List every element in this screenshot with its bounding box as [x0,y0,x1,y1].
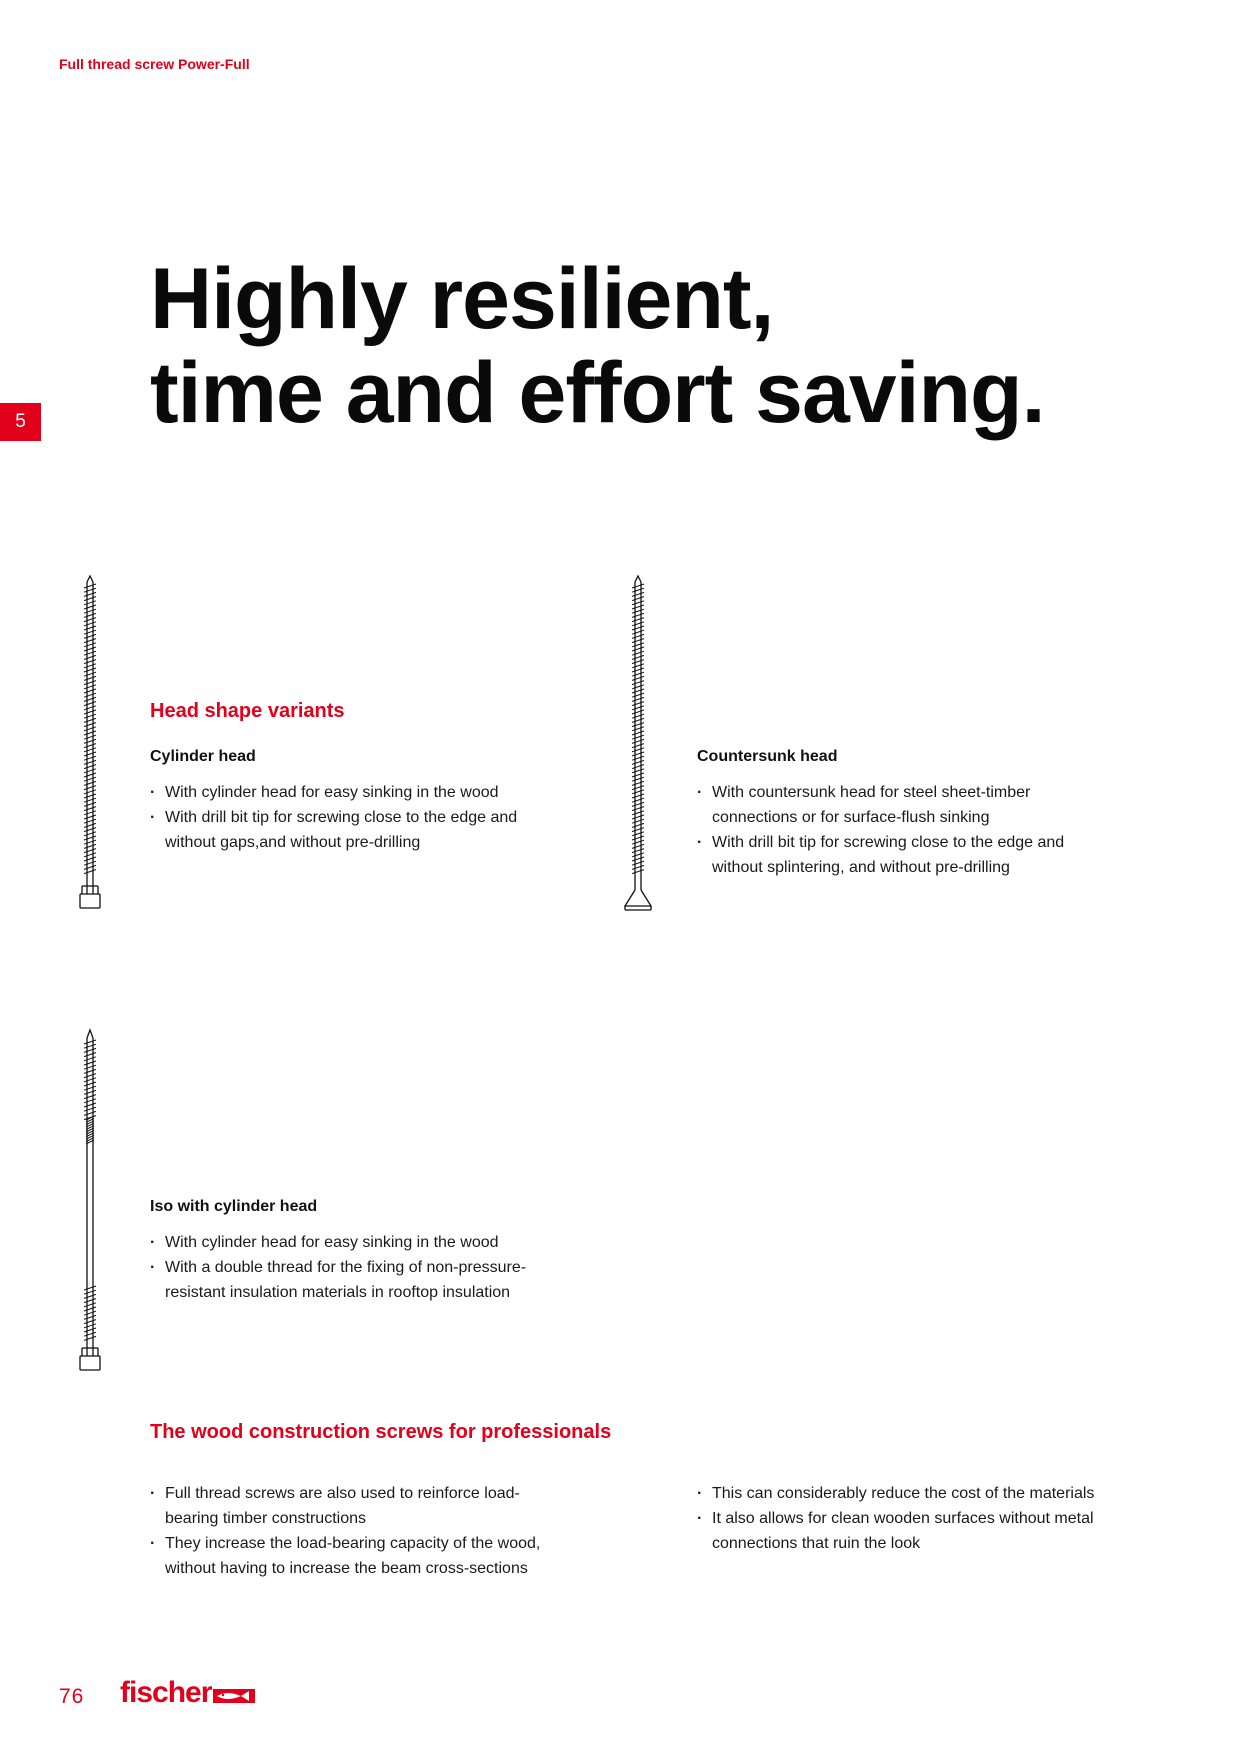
page-number: 76 [59,1685,85,1708]
list-item: · With drill bit tip for screwing close to the edge and without splintering, and without pre-drilling [697,830,1117,880]
logo-wordmark: fischer [120,1676,212,1709]
list-item: · This can considerably reduce the cost of the materials [697,1481,1117,1506]
headline-line-1: Highly resilient, [150,251,774,347]
list-item: · With countersunk head for steel sheet-timber connections or for surface-flush sinking [697,780,1117,830]
list-item: · With drill bit tip for screwing close to the edge and without gaps,and without pre-drilling [150,805,550,855]
list-item: · With a double thread for the fixing of non-pressure-resistant insulation materials in rooftop insulation [150,1255,570,1305]
list-item: · With cylinder head for easy sinking in the wood [150,780,550,805]
variant-title: Iso with cylinder head [150,1198,318,1215]
variant-countersunk-head [697,748,1117,880]
list-item: · It also allows for clean wooden surfaces without metal connections that ruin the look [697,1506,1117,1556]
headline-line-2: time and effort saving. [150,345,1045,441]
fischer-fish-logo-icon [213,1687,255,1705]
list-item: · Full thread screws are also used to reinforce load-bearing timber constructions [150,1481,570,1531]
professionals-left-list [150,1481,570,1581]
list-item: · They increase the load-bearing capacity of the wood, without having to increase the beam cross-sections [150,1531,570,1581]
bullet-list [697,780,1117,880]
variant-cylinder-head [150,748,550,855]
professionals-right-list [697,1481,1117,1556]
cylinder-head-screw-icon [76,574,104,914]
list-item: · With cylinder head for easy sinking in the wood [150,1230,570,1255]
variant-title: Cylinder head [150,748,256,765]
professionals-title: The wood construction screws for professionals [150,1421,612,1443]
chapter-tab[interactable]: 5 [0,403,41,441]
countersunk-head-screw-icon [622,574,654,914]
bullet-list [150,780,550,855]
page-headline [150,252,1045,440]
fischer-logo [120,1676,255,1710]
head-shapes-title: Head shape variants [150,700,345,722]
variant-title: Countersunk head [697,748,838,765]
running-title: Full thread screw Power-Full [59,56,250,72]
bullet-list [150,1230,570,1305]
variant-iso-cylinder-head [150,1198,570,1305]
iso-cylinder-head-screw-icon [76,1028,104,1372]
